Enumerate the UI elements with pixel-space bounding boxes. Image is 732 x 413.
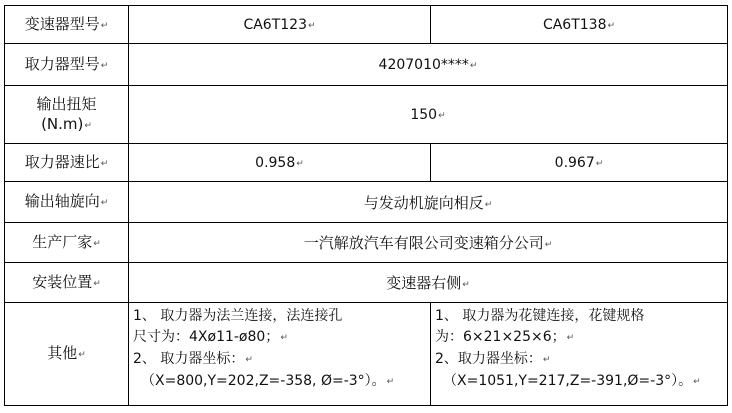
other-right-line3-wrap: [435, 349, 723, 371]
value-ratio-right: 0.967: [554, 154, 595, 171]
paragraph-mark: ↵: [595, 158, 604, 169]
other-right-line3: 2、取力器坐标：: [435, 351, 542, 367]
other-right-cell: [431, 303, 728, 406]
paragraph-mark: ↵: [693, 377, 701, 387]
other-left-cell: [129, 303, 431, 406]
label-cell: [5, 263, 129, 303]
label-cell: [5, 182, 129, 223]
row-gearbox-model: [5, 6, 728, 44]
other-right-line2: 为：6×21×25×6；: [435, 329, 566, 345]
spec-table: [4, 5, 728, 406]
paragraph-mark: ↵: [544, 240, 553, 250]
value-cell: [129, 86, 728, 144]
other-left-line3-wrap: [133, 349, 426, 371]
other-left-line3: 2、 取力器坐标：: [133, 351, 245, 367]
paragraph-mark: ↵: [93, 278, 101, 289]
paragraph-mark: ↵: [93, 238, 101, 249]
label-torque-unit-line: [5, 114, 128, 136]
value-cell: [129, 223, 728, 263]
other-right-line1: 1、 取力器为花键连接，花键规格: [435, 308, 645, 324]
label-ratio: 取力器速比: [24, 152, 100, 171]
other-right-line2-wrap: [435, 327, 723, 349]
row-maker: [5, 223, 728, 263]
value-torque: 150: [410, 106, 438, 123]
paragraph-mark: ↵: [469, 60, 478, 71]
paragraph-mark: ↵: [78, 350, 86, 360]
other-right-line4: （X=1051,Y=217,Z=-391,Ø=-3°）。: [443, 373, 693, 389]
label-other: 其他: [47, 344, 78, 362]
paragraph-mark: ↵: [100, 158, 109, 169]
value-cell: [431, 6, 728, 44]
value-rotation: 与发动机旋向相反: [363, 193, 484, 212]
other-left-line2-wrap: [133, 327, 426, 349]
value-cell: [129, 263, 728, 303]
value-ratio-left: 0.958: [255, 154, 296, 171]
paragraph-mark: ↵: [308, 20, 316, 31]
other-left-line4: （X=800,Y=202,Z=-358, Ø=-3°）。: [141, 373, 386, 389]
label-position: 安装位置: [32, 272, 93, 291]
paragraph-mark: ↵: [462, 280, 470, 290]
label-cell: [5, 303, 129, 406]
label-torque: 输出扭矩: [36, 94, 97, 113]
paragraph-mark: ↵: [100, 198, 109, 208]
paragraph-mark: ↵: [607, 20, 616, 31]
label-cell: [5, 44, 129, 86]
paragraph-mark: ↵: [296, 158, 304, 169]
row-rotation: [5, 182, 728, 223]
paragraph-mark: ↵: [245, 355, 253, 365]
row-torque: [5, 86, 728, 144]
paragraph-mark: ↵: [280, 333, 288, 343]
label-cell: [5, 86, 129, 144]
paragraph-mark: ↵: [100, 60, 109, 71]
other-right-line4-wrap: [435, 371, 723, 393]
label-rotation: 输出轴旋向: [24, 192, 100, 210]
other-left-line1: 1、 取力器为法兰连接，法连接孔: [133, 308, 343, 324]
value-cell: [129, 44, 728, 86]
label-cell: [5, 6, 129, 44]
value-cell: [129, 6, 431, 44]
value-maker: 一汽解放汽车有限公司变速箱分公司: [303, 234, 544, 252]
other-left-line2: 尺寸为：4Xø11-ø80；: [133, 329, 280, 345]
row-other: [5, 303, 728, 406]
paragraph-mark: ↵: [84, 120, 92, 131]
label-maker: 生产厂家: [32, 232, 93, 251]
row-ratio: [5, 144, 728, 182]
paragraph-mark: ↵: [484, 199, 493, 210]
value-pto-model: 4207010****: [378, 56, 469, 73]
row-position: [5, 263, 728, 303]
row-pto-model: [5, 44, 728, 86]
label-pto-model: 取力器型号: [24, 54, 100, 73]
paragraph-mark: ↵: [100, 20, 109, 31]
value-cell: [431, 144, 728, 182]
label-cell: [5, 223, 129, 263]
label-gearbox-model: 变速器型号: [24, 14, 100, 33]
value-gearbox-model-right: CA6T138: [542, 16, 607, 33]
other-left-line4-wrap: [133, 371, 426, 393]
paragraph-mark: ↵: [386, 377, 395, 387]
value-position: 变速器右侧: [386, 274, 462, 292]
label-torque-unit: (N.m): [41, 114, 84, 133]
paragraph-mark: ↵: [438, 110, 446, 121]
value-gearbox-model-left: CA6T123: [243, 16, 307, 33]
paragraph-mark: ↵: [542, 355, 551, 365]
label-cell: [5, 144, 129, 182]
value-cell: [129, 182, 728, 223]
paragraph-mark: ↵: [566, 333, 575, 343]
value-cell: [129, 144, 431, 182]
